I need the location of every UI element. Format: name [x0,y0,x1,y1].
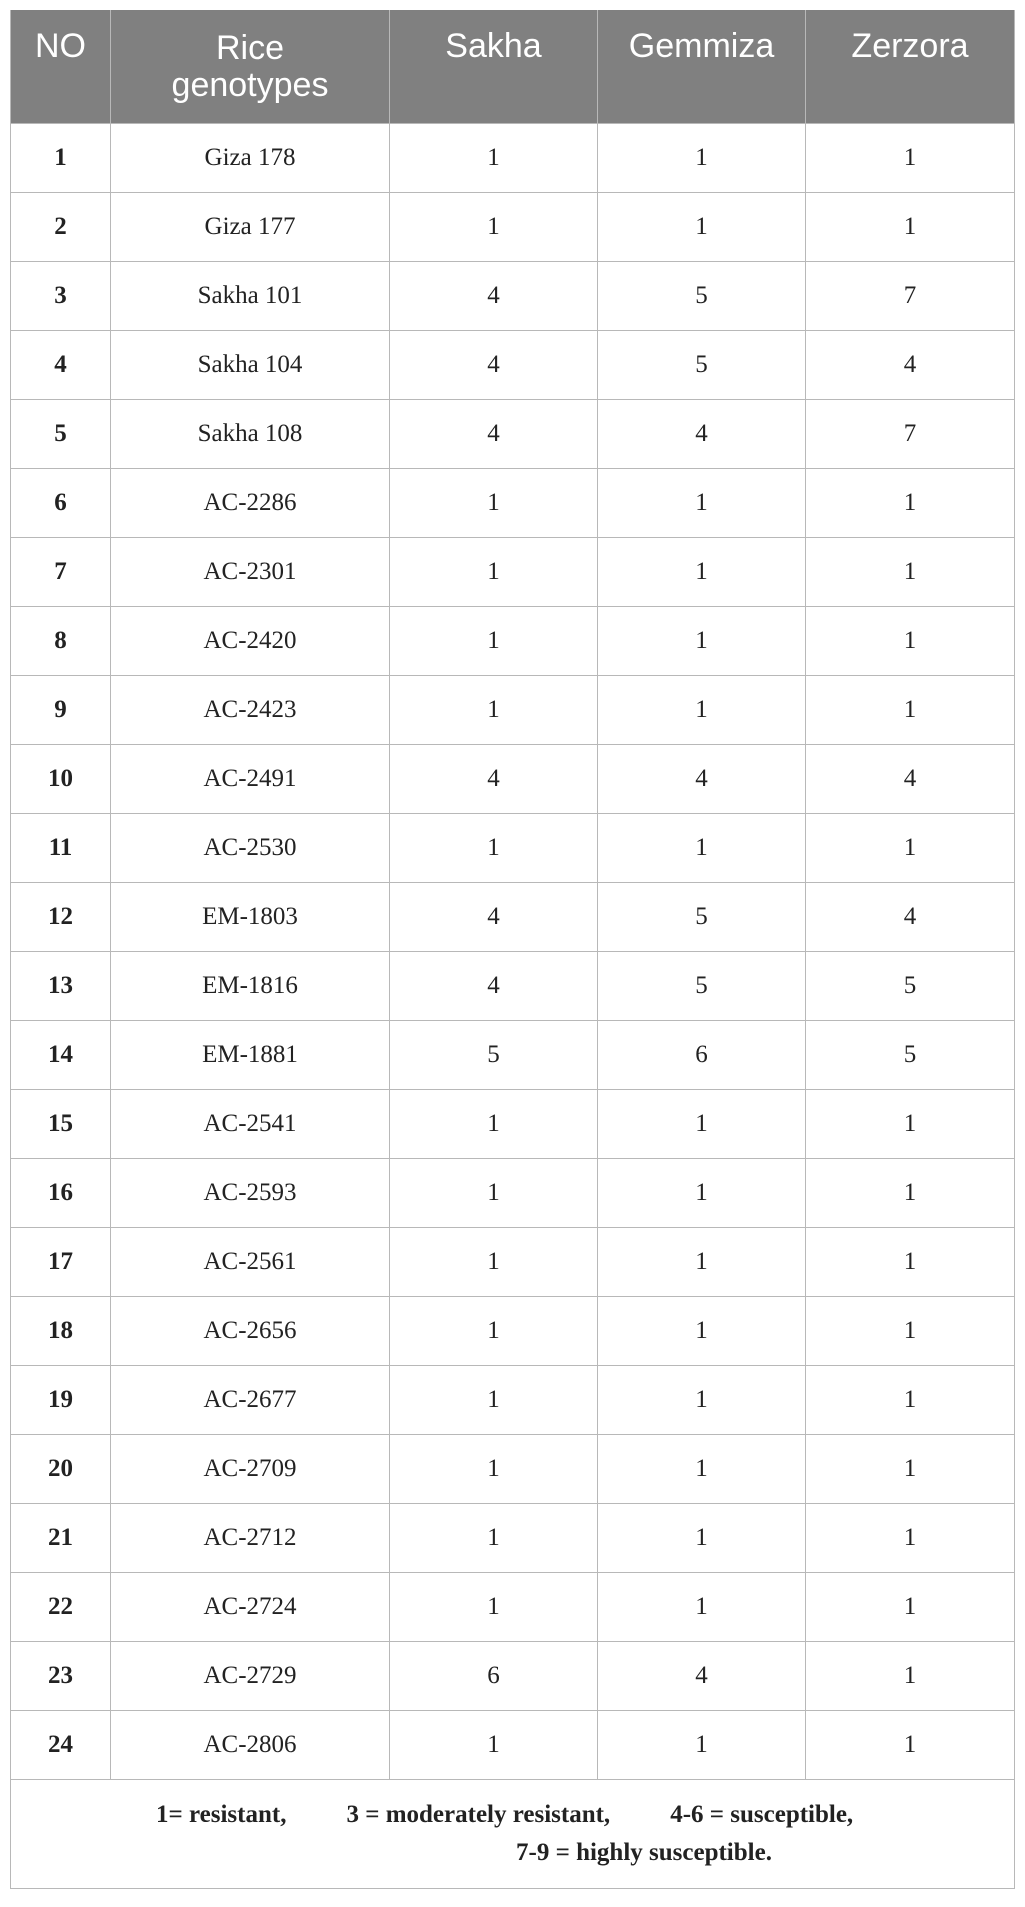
table-row [11,124,1015,193]
table-row [11,331,1015,400]
gemmiza-score-cell: 1 [598,469,806,538]
genotype-cell: AC-2530 [111,814,390,883]
zerzora-score-cell: 4 [806,883,1015,952]
genotype-cell: AC-2301 [111,538,390,607]
header-sakha: Sakha [390,10,598,124]
gemmiza-score-cell: 5 [598,883,806,952]
gemmiza-score-cell: 1 [598,1573,806,1642]
row-no-cell: 9 [11,676,111,745]
table-row [11,538,1015,607]
sakha-score-cell: 4 [390,400,598,469]
sakha-score-cell: 4 [390,331,598,400]
zerzora-score-cell: 1 [806,1366,1015,1435]
gemmiza-score-cell: 1 [598,1504,806,1573]
gemmiza-score-cell: 1 [598,1159,806,1228]
row-no-cell: 11 [11,814,111,883]
gemmiza-score-cell: 1 [598,124,806,193]
genotype-cell: AC-2491 [111,745,390,814]
genotype-cell: AC-2712 [111,1504,390,1573]
table-body [11,124,1015,1889]
sakha-score-cell: 1 [390,814,598,883]
genotype-cell: AC-2593 [111,1159,390,1228]
table-row [11,1366,1015,1435]
table-row [11,883,1015,952]
row-no-cell: 12 [11,883,111,952]
zerzora-score-cell: 1 [806,124,1015,193]
row-no-cell: 21 [11,1504,111,1573]
genotype-cell: AC-2677 [111,1366,390,1435]
sakha-score-cell: 1 [390,1159,598,1228]
gemmiza-score-cell: 1 [598,607,806,676]
table-row [11,469,1015,538]
table-row [11,1297,1015,1366]
table-header-row [11,10,1015,124]
genotype-cell: AC-2541 [111,1090,390,1159]
header-no: NO [11,10,111,124]
table-row [11,1435,1015,1504]
row-no-cell: 1 [11,124,111,193]
gemmiza-score-cell: 1 [598,814,806,883]
zerzora-score-cell: 1 [806,1159,1015,1228]
table-row [11,814,1015,883]
zerzora-score-cell: 1 [806,1228,1015,1297]
row-no-cell: 15 [11,1090,111,1159]
zerzora-score-cell: 1 [806,676,1015,745]
sakha-score-cell: 6 [390,1642,598,1711]
sakha-score-cell: 4 [390,262,598,331]
genotype-cell: EM-1881 [111,1021,390,1090]
table-row [11,1642,1015,1711]
gemmiza-score-cell: 1 [598,538,806,607]
row-no-cell: 10 [11,745,111,814]
gemmiza-score-cell: 1 [598,1366,806,1435]
legend-resistant: 1= resistant, [156,1801,287,1828]
sakha-score-cell: 1 [390,607,598,676]
genotype-cell: Sakha 104 [111,331,390,400]
genotype-cell: AC-2286 [111,469,390,538]
table-row [11,952,1015,1021]
zerzora-score-cell: 4 [806,331,1015,400]
legend-row [11,1780,1015,1889]
table-row [11,1090,1015,1159]
gemmiza-score-cell: 4 [598,1642,806,1711]
genotype-cell: AC-2724 [111,1573,390,1642]
gemmiza-score-cell: 1 [598,676,806,745]
genotype-cell: AC-2806 [111,1711,390,1780]
header-zerzora: Zerzora [806,10,1015,124]
header-rice-genotypes [111,10,390,124]
genotype-cell: EM-1803 [111,883,390,952]
table-row [11,1021,1015,1090]
table-row [11,193,1015,262]
sakha-score-cell: 1 [390,676,598,745]
gemmiza-score-cell: 4 [598,745,806,814]
header-rice-genotypes-line1: Rice [215,28,285,67]
zerzora-score-cell: 1 [806,814,1015,883]
zerzora-score-cell: 1 [806,1711,1015,1780]
row-no-cell: 20 [11,1435,111,1504]
row-no-cell: 18 [11,1297,111,1366]
table-row [11,400,1015,469]
gemmiza-score-cell: 1 [598,1435,806,1504]
genotype-cell: AC-2423 [111,676,390,745]
zerzora-score-cell: 1 [806,1435,1015,1504]
gemmiza-score-cell: 5 [598,952,806,1021]
sakha-score-cell: 1 [390,1573,598,1642]
zerzora-score-cell: 1 [806,607,1015,676]
sakha-score-cell: 1 [390,1366,598,1435]
table-row [11,676,1015,745]
genotype-cell: AC-2420 [111,607,390,676]
genotype-cell: Sakha 108 [111,400,390,469]
row-no-cell: 13 [11,952,111,1021]
sakha-score-cell: 1 [390,469,598,538]
gemmiza-score-cell: 1 [598,1228,806,1297]
row-no-cell: 7 [11,538,111,607]
row-no-cell: 16 [11,1159,111,1228]
table-row [11,1573,1015,1642]
genotype-cell: AC-2729 [111,1642,390,1711]
row-no-cell: 2 [11,193,111,262]
sakha-score-cell: 1 [390,1090,598,1159]
gemmiza-score-cell: 1 [598,193,806,262]
table-row [11,1711,1015,1780]
row-no-cell: 19 [11,1366,111,1435]
sakha-score-cell: 1 [390,1435,598,1504]
header-gemmiza: Gemmiza [598,10,806,124]
row-no-cell: 24 [11,1711,111,1780]
row-no-cell: 5 [11,400,111,469]
legend-moderately-resistant: 3 = moderately resistant, [346,1801,611,1828]
table-row [11,607,1015,676]
row-no-cell: 23 [11,1642,111,1711]
gemmiza-score-cell: 1 [598,1711,806,1780]
row-no-cell: 3 [11,262,111,331]
zerzora-score-cell: 5 [806,952,1015,1021]
row-no-cell: 14 [11,1021,111,1090]
sakha-score-cell: 4 [390,745,598,814]
gemmiza-score-cell: 4 [598,400,806,469]
sakha-score-cell: 4 [390,883,598,952]
sakha-score-cell: 1 [390,538,598,607]
gemmiza-score-cell: 5 [598,331,806,400]
row-no-cell: 22 [11,1573,111,1642]
genotype-cell: AC-2656 [111,1297,390,1366]
zerzora-score-cell: 1 [806,193,1015,262]
legend-highly-susceptible: 7-9 = highly susceptible. [516,1839,772,1866]
genotype-cell: EM-1816 [111,952,390,1021]
gemmiza-score-cell: 5 [598,262,806,331]
zerzora-score-cell: 1 [806,469,1015,538]
sakha-score-cell: 5 [390,1021,598,1090]
genotype-cell: Giza 178 [111,124,390,193]
row-no-cell: 8 [11,607,111,676]
row-no-cell: 4 [11,331,111,400]
header-rice-genotypes-line2: genotypes [171,65,329,104]
legend-cell [11,1780,1015,1889]
genotype-reaction-table [10,10,1015,1889]
sakha-score-cell: 1 [390,193,598,262]
table-row [11,1228,1015,1297]
genotype-cell: AC-2709 [111,1435,390,1504]
zerzora-score-cell: 4 [806,745,1015,814]
table-row [11,1159,1015,1228]
gemmiza-score-cell: 6 [598,1021,806,1090]
zerzora-score-cell: 7 [806,400,1015,469]
row-no-cell: 17 [11,1228,111,1297]
zerzora-score-cell: 1 [806,1090,1015,1159]
sakha-score-cell: 1 [390,1228,598,1297]
table-row [11,745,1015,814]
sakha-score-cell: 4 [390,952,598,1021]
zerzora-score-cell: 1 [806,1642,1015,1711]
zerzora-score-cell: 1 [806,1504,1015,1573]
zerzora-score-cell: 7 [806,262,1015,331]
sakha-score-cell: 1 [390,1504,598,1573]
sakha-score-cell: 1 [390,1297,598,1366]
zerzora-score-cell: 5 [806,1021,1015,1090]
zerzora-score-cell: 1 [806,538,1015,607]
sakha-score-cell: 1 [390,124,598,193]
row-no-cell: 6 [11,469,111,538]
genotype-cell: Giza 177 [111,193,390,262]
table-row [11,1504,1015,1573]
gemmiza-score-cell: 1 [598,1297,806,1366]
genotype-cell: AC-2561 [111,1228,390,1297]
genotype-cell: Sakha 101 [111,262,390,331]
table-container [10,10,1014,1889]
gemmiza-score-cell: 1 [598,1090,806,1159]
zerzora-score-cell: 1 [806,1573,1015,1642]
legend-susceptible: 4-6 = susceptible, [670,1801,854,1828]
table-row [11,262,1015,331]
zerzora-score-cell: 1 [806,1297,1015,1366]
sakha-score-cell: 1 [390,1711,598,1780]
